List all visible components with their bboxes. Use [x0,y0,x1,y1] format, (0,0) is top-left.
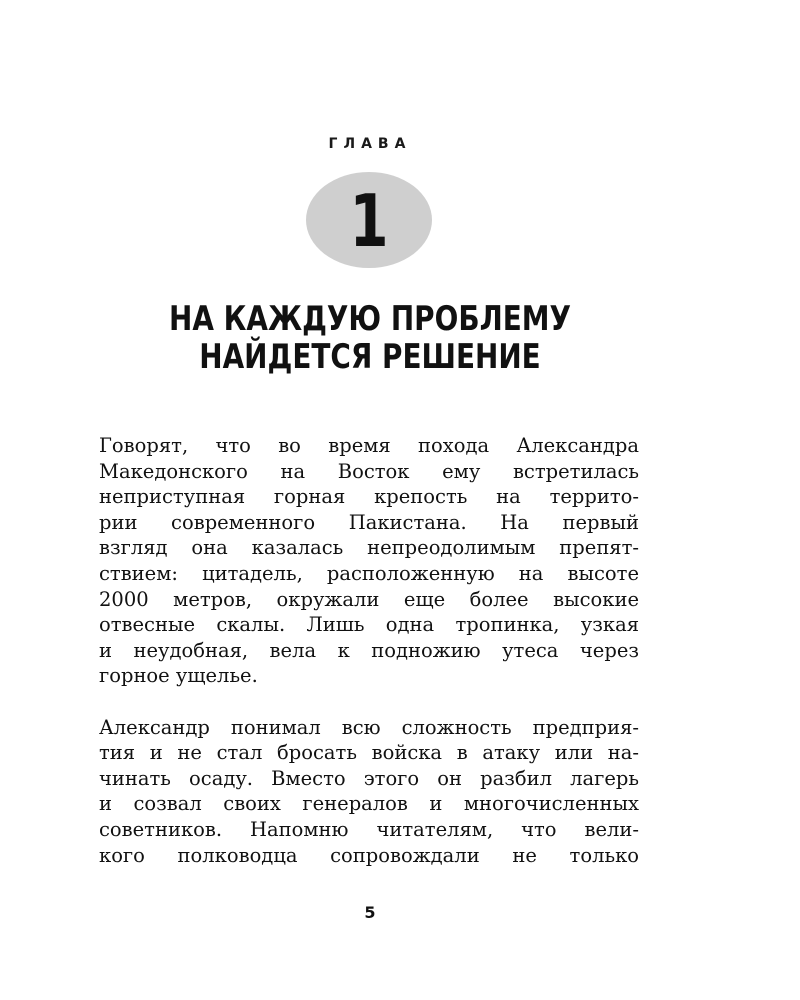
chapter-number: 1 [349,179,389,263]
chapter-title [0,300,740,376]
text-line: рии современного Пакистана. На первый [99,510,639,534]
page-number: 5 [364,903,376,922]
text-line: и неудобная, вела к подножию утеса через [99,638,639,662]
paragraph [99,433,639,689]
body-text [99,433,639,894]
text-line: Говорят, что во время похода Александра [99,434,639,457]
text-line: кого полководца сопровождали не только [99,843,639,867]
text-line: Македонского на Восток ему встретилась [99,459,639,483]
text-line: Александр понимал всю сложность предприя- [99,715,639,739]
text-line: 2000 метров, окружали еще более высокие [99,587,639,611]
text-line: и созвал своих генералов и многочисленных [99,792,639,816]
text-line: взгляд она казалась непреодолимым препят- [99,536,639,560]
chapter-title-line: НА КАЖДУЮ ПРОБЛЕМУ [168,299,572,339]
text-line: советников. Напомню читателям, что вели- [99,817,639,841]
chapter-title-line: НАЙДЕТСЯ РЕШЕНИЕ [199,337,541,377]
chapter-label: ГЛАВА [328,136,412,152]
text-line: ствием: цитадель, расположенную на высоте [99,561,639,585]
text-line: неприступная горная крепость на террито- [99,485,639,509]
paragraph [99,715,639,869]
text-line: чинать осаду. Вместо этого он разбил лагерь [99,766,639,790]
text-line: горное ущелье. [99,664,258,688]
text-line: отвесные скалы. Лишь одна тропинка, узкая [99,613,639,637]
text-line: тия и не стал бросать войска в атаку или на- [99,741,639,765]
